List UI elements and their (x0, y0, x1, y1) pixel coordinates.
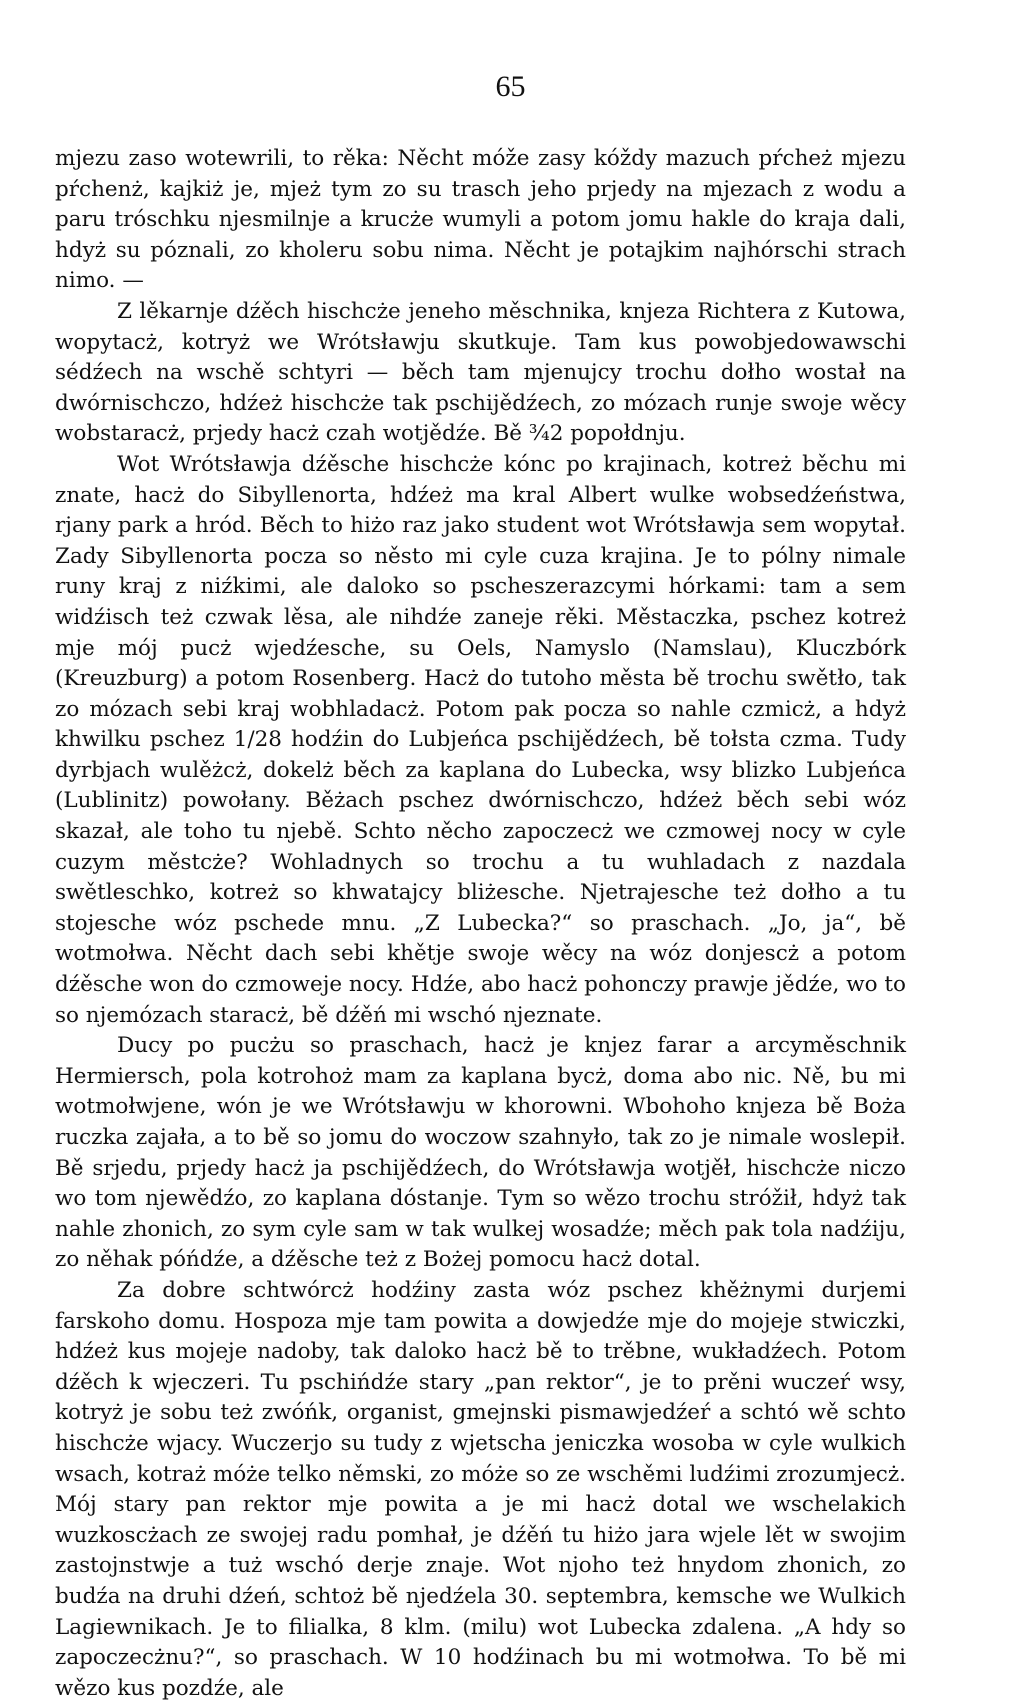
paragraph-4: Ducy po pucżu so praschach, hacż je knjez farar a arcyměschnik Hermiersch, pola kotrohoż mam za kaplana bycż, doma abo nic. Ně, bu mi wotmołwjene, wón je we Wrótsławju w khorowni. Wbohoho knjeza bě Boża ruczka zajała, a to bě so jomu do woczow szahnyło, tak zo je nimale woslepił. Bě srjedu, prjedy hacż ja pschijědźech, do Wrótsławja wotjěł, hischcże niczo wo tom njewědźo, zo kaplana dóstanje. Tym so wězo trochu stróžił, hdyż tak nahle zhonich, zo sym cyle sam w tak wulkej wosadźe; měch pak tola nadźiju, zo něhak póńdźe, a dźěsche też z Bożej pomocu hacż dotal. (55, 1033, 906, 1273)
paragraph-1: mjezu zaso wotewrili, to rěka: Něcht móže zasy kóždy mazuch pŕcheż mjezu pŕchenż, kajkiż je, mjeż tym zo su trasch jeho prjedy na mjezach z wodu a paru tróschku njesmilnje a krucże wumyli a potom jomu hakle do kraja dali, hdyż su póznali, zo kholeru sobu nima. Něcht je potajkim najhórschi strach nimo. — (55, 146, 906, 294)
paragraph-2: Z lěkarnje dźěch hischcże jeneho měschnika, knjeza Richtera z Kutowa, wopytacż, kotryż we Wrótsławju skutkuje. Tam kus powobjedowawschi sédźech na wschě schtyri — běch tam mjenujcy trochu dołho wostał na dwórnischczo, hdźeż hischcże tak pschijědźech, zo mózach runje swoje wěcy wobstaracż, prjedy hacż czah wotjědźe. Bě ¾2 popołdnju. (55, 298, 906, 447)
page-number: 65 (495, 70, 526, 103)
paragraph-5: Za dobre schtwórcż hodźiny zasta wóz pschez khěżnymi durjemi farskoho domu. Hospoza mje tam powita a dowjedźe mje do mojeje stwiczki, hdźeż kus mojeje nadoby, tak daloko hacż bě to trěbne, wukładźech. Potom dźěch k wjeczeri. Tu pschińdźe stary „pan rektor“, je to prěni wuczeŕ wsy, kotryż je sobu też zwóńk, organist, gmejnski pismawjedźeŕ a schtó wě schto hischcże wjacy. Wuczerjo su tudy z wjetscha jeniczka wosoba w cyle wulkich wsach, kotraż móże telko němski, zo móże so ze wschěmi ludźimi zrozumjecż. Mój stary pan rektor mje powita a je mi hacż dotal we wschelakich wuzkoscżach ze swojej radu pomhał, je dźěń tu hiżo jara wjele lět w swojim zastojnstwje a tuż wschó derje znaje. Wot njoho też hnydom zhonich, zo budźa na druhi dźeń, schtoż bě njedźela 30. septembra, kemsche we Wulkich Lagiewnikach. Je to filialka, 8 klm. (milu) wot Lubecka zdalena. „A hdy so zapoczecżnu?“, so praschach. W 10 hodźinach bu mi wotmołwa. To bě mi wězo kus pozdźe, ale (55, 1277, 906, 1701)
paragraph-3: Wot Wrótsławja dźěsche hischcże kónc po krajinach, kotreż běchu mi znate, hacż do Sibyllenorta, hdźeż ma kral Albert wulke wobsedźeństwa, rjany park a hród. Běch to hiżo raz jako student wot Wrótsławja sem wopytał. Zady Sibyllenorta pocza so něsto mi cyle cuza krajina. Je to pólny nimale runy kraj z niźkimi, ale daloko so pscheszerazcymi hórkami: tam a sem widźisch też czwak lěsa, ale nihdźe zaneje rěki. Městaczka, pschez kotreż mje mój pucż wjedźesche, su Oels, Namyslo (Namslau), Kluczbórk (Kreuzburg) a potom Rosenberg. Hacż do tutoho města bě trochu swětło, tak zo mózach sebi kraj wobhladacż. Potom pak pocza so nahle czmicż, a hdyż khwilku pschez 1/28 hodźin do Lubjeńca pschijědźech, bě tołsta czma. Tudy dyrbjach wulěżcż, dokelż běch za kaplana do Lubecka, wsy blizko Lubjeńca (Lublinitz) powołany. Běżach pschez dwórnischczo, hdźeż běch sebi wóz skazał, ale toho tu njebě. Schto něcho zapoczecż we czmowej nocy w cyle cuzym městcże? Wohladnych so trochu a tu wuhladach z nazdala swětleschko, kotreż so khwatajcy bliżesche. Njetrajesche też dołho a tu stojesche wóz pschede mnu. „Z Lubecka?“ so praschach. „Jo, ja“, bě wotmołwa. Něcht dach sebi khětje swoje wěcy na wóz donjescż a potom dźěsche won do czmoweje nocy. Hdźe, abo hacż pohonczy prawje jědźe, wo to so njemózach staracż, bě dźěń mi wschó njeznate. (55, 451, 906, 1028)
body-text (55, 144, 906, 1704)
